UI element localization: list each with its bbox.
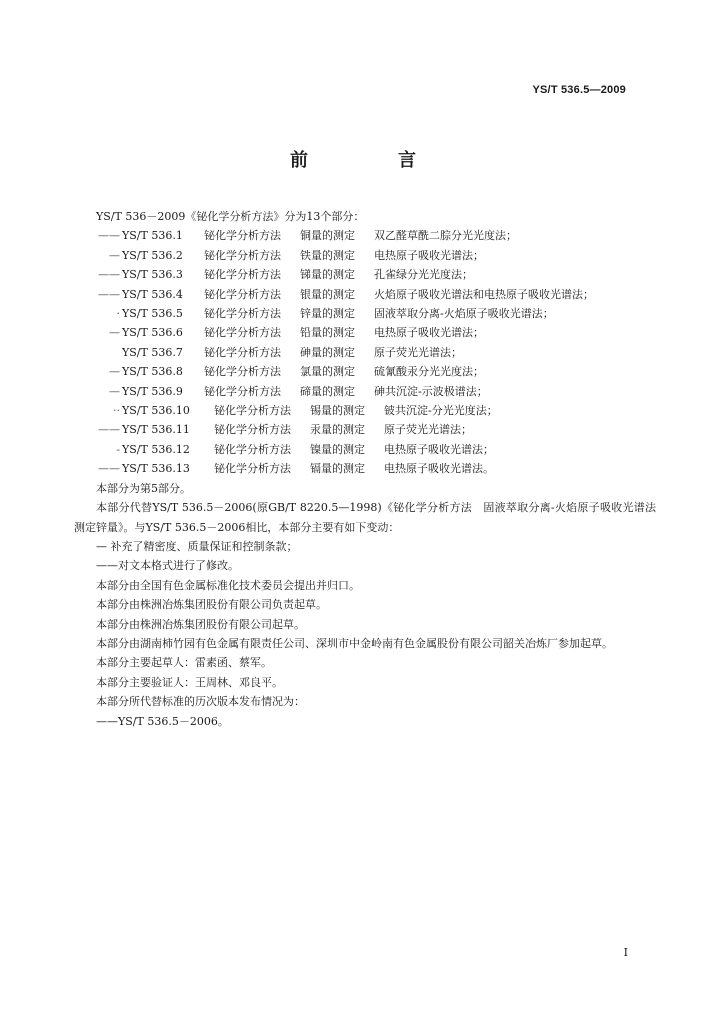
part-number: YS/T 536.10 bbox=[122, 404, 190, 418]
list-dash: —— bbox=[98, 462, 120, 476]
part-number: YS/T 536.13 bbox=[122, 462, 190, 476]
list-dash: — bbox=[109, 384, 120, 398]
foreword-body bbox=[74, 207, 656, 731]
history-item: ——YS/T 536.5－2006。 bbox=[96, 714, 229, 728]
paragraph: 本部分由株洲冶炼集团股份有限公司起草。 bbox=[96, 617, 305, 631]
part-element: 铜量的测定 bbox=[300, 229, 355, 243]
part-series: 铋化学分析方法 bbox=[204, 229, 281, 243]
page-number: I bbox=[623, 946, 628, 959]
part-method: 电热原子吸收光谱法； bbox=[374, 326, 484, 340]
part-element: 氯量的测定 bbox=[300, 365, 355, 379]
part-series: 铋化学分析方法 bbox=[204, 248, 281, 262]
part-element: 镉量的测定 bbox=[310, 462, 365, 476]
part-number: YS/T 536.5 bbox=[122, 307, 183, 321]
part-number: YS/T 536.8 bbox=[122, 365, 183, 379]
part-series: 铋化学分析方法 bbox=[214, 423, 291, 437]
list-item bbox=[74, 401, 634, 420]
list-item bbox=[74, 440, 634, 459]
part-number: YS/T 536.9 bbox=[122, 384, 183, 398]
page-title: 前 言 bbox=[290, 150, 452, 171]
part-method: 原子荧光光谱法； bbox=[384, 423, 472, 437]
change-item: ——对文本格式进行了修改。 bbox=[96, 559, 239, 573]
part-number: YS/T 536.2 bbox=[122, 248, 183, 262]
paragraph: 本部分由株洲冶炼集团股份有限公司负责起草。 bbox=[96, 598, 327, 612]
list-dash bbox=[74, 343, 122, 362]
part-series: 铋化学分析方法 bbox=[204, 365, 281, 379]
part-number: YS/T 536.1 bbox=[122, 229, 183, 243]
paragraph: 本部分主要起草人：雷素函、蔡军。 bbox=[96, 656, 272, 670]
part-note: 本部分为第5部分。 bbox=[96, 481, 191, 495]
part-method: 电热原子吸收光谱法。 bbox=[384, 462, 494, 476]
part-series: 铋化学分析方法 bbox=[214, 404, 291, 418]
part-series: 铋化学分析方法 bbox=[204, 287, 281, 301]
part-method: 电热原子吸收光谱法； bbox=[374, 248, 484, 262]
list-item bbox=[74, 323, 634, 342]
part-number: YS/T 536.11 bbox=[122, 423, 190, 437]
part-method: 硫氰酸汞分光光度法； bbox=[374, 365, 484, 379]
part-series: 铋化学分析方法 bbox=[204, 307, 281, 321]
part-series: 铋化学分析方法 bbox=[204, 326, 281, 340]
part-number: YS/T 536.6 bbox=[122, 326, 183, 340]
intro-text: YS/T 536－2009《铋化学分析方法》分为13个部分： bbox=[96, 210, 365, 223]
part-element: 锑量的测定 bbox=[300, 268, 355, 282]
list-dash: · bbox=[116, 307, 120, 321]
part-method: 电热原子吸收光谱法； bbox=[384, 442, 494, 456]
list-dash: ·· bbox=[113, 404, 120, 418]
list-dash: —— bbox=[98, 229, 120, 243]
parts-list bbox=[74, 226, 634, 478]
part-element: 砷量的测定 bbox=[300, 345, 355, 359]
list-item bbox=[74, 265, 634, 284]
replacement-paragraph: 本部分代替YS/T 536.5－2006(原GB/T 8220.5—1998)《铋化学分析方法 固液萃取分离-火焰原子吸收光谱法测定锌量》。与YS/T 536.5－2006相比，本部分主要有如下变动： bbox=[74, 501, 656, 534]
list-item bbox=[74, 226, 634, 245]
list-dash: —— bbox=[98, 268, 120, 282]
list-item bbox=[74, 246, 634, 265]
list-item bbox=[74, 420, 634, 439]
standard-number: YS/T 536.5—2009 bbox=[532, 84, 626, 96]
part-method: 砷共沉淀-示波极谱法； bbox=[374, 384, 488, 398]
part-element: 银量的测定 bbox=[300, 287, 355, 301]
part-method: 孔雀绿分光光度法； bbox=[374, 268, 473, 282]
part-element: 锌量的测定 bbox=[300, 307, 355, 321]
list-item bbox=[74, 285, 634, 304]
list-dash: - bbox=[116, 442, 120, 456]
list-dash: — bbox=[109, 248, 120, 262]
part-number: YS/T 536.7 bbox=[122, 345, 183, 359]
paragraph: 本部分由湖南柿竹园有色金属有限责任公司、深圳市中金岭南有色金属股份有限公司韶关冶炼厂参加起草。 bbox=[96, 636, 613, 650]
part-method: 固液萃取分离-火焰原子吸收光谱法； bbox=[374, 307, 554, 321]
list-item bbox=[74, 304, 634, 323]
part-method: 铍共沉淀-分光光度法； bbox=[384, 404, 498, 418]
part-element: 镍量的测定 bbox=[310, 442, 365, 456]
part-method: 原子荧光光谱法； bbox=[374, 345, 462, 359]
part-method: 双乙醛草酰二腙分光光度法； bbox=[374, 229, 517, 243]
paragraph: 本部分主要验证人：王周林、邓良平。 bbox=[96, 675, 283, 689]
list-item bbox=[74, 459, 634, 478]
part-number: YS/T 536.3 bbox=[122, 268, 183, 282]
part-number: YS/T 536.4 bbox=[122, 287, 183, 301]
part-element: 铁量的测定 bbox=[300, 248, 355, 262]
part-element: 汞量的测定 bbox=[310, 423, 365, 437]
list-dash: —— bbox=[98, 287, 120, 301]
list-item bbox=[74, 362, 634, 381]
list-item bbox=[74, 343, 634, 362]
paragraph: 本部分由全国有色金属标准化技术委员会提出并归口。 bbox=[96, 578, 360, 592]
part-series: 铋化学分析方法 bbox=[204, 268, 281, 282]
part-method: 火焰原子吸收光谱法和电热原子吸收光谱法； bbox=[374, 287, 594, 301]
list-dash: —— bbox=[98, 423, 120, 437]
part-element: 锡量的测定 bbox=[310, 404, 365, 418]
list-item bbox=[74, 382, 634, 401]
list-dash: — bbox=[109, 326, 120, 340]
part-element: 碲量的测定 bbox=[300, 384, 355, 398]
paragraph: 本部分所代替标准的历次版本发布情况为： bbox=[96, 695, 305, 709]
part-series: 铋化学分析方法 bbox=[214, 462, 291, 476]
part-number: YS/T 536.12 bbox=[122, 442, 190, 456]
change-item: — 补充了精密度、质量保证和控制条款； bbox=[96, 539, 298, 553]
part-series: 铋化学分析方法 bbox=[214, 442, 291, 456]
part-series: 铋化学分析方法 bbox=[204, 345, 281, 359]
part-element: 铅量的测定 bbox=[300, 326, 355, 340]
part-series: 铋化学分析方法 bbox=[204, 384, 281, 398]
list-dash: — bbox=[109, 365, 120, 379]
